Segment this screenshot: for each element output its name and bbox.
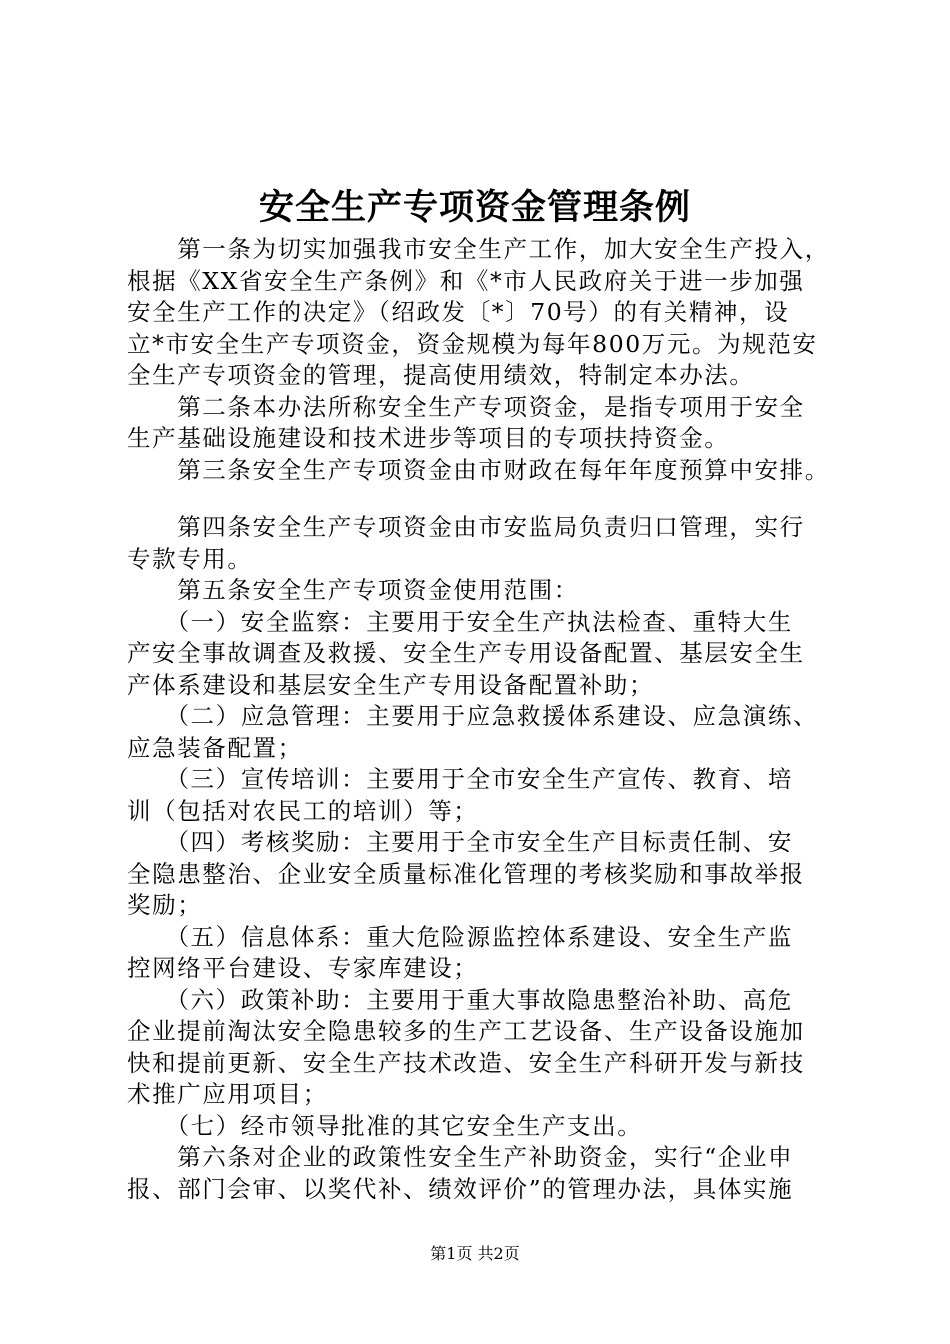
body-line: （三）宣传培训：主要用于全市安全生产宣传、教育、培 (127, 765, 793, 793)
body-line: 第三条安全生产专项资金由市财政在每年年度预算中安排。 (127, 455, 830, 484)
page-number-footer: 第1页 共2页 (430, 1244, 520, 1263)
body-line: 企业提前淘汰安全隐患较多的生产工艺设备、生产设备设施加 (127, 1017, 805, 1045)
body-line: 全隐患整治、企业安全质量标准化管理的考核奖励和事故举报 (127, 859, 805, 888)
body-line: 第六条对企业的政策性安全生产补助资金，实行“企业申 (127, 1143, 794, 1171)
body-line: 产安全事故调查及救援、安全生产专用设备配置、基层安全生 (127, 639, 805, 667)
body-line: 根据《XX省安全生产条例》和《*市人民政府关于进一步加强 (127, 266, 805, 295)
body-line: （六）政策补助：主要用于重大事故隐患整治补助、高危 (127, 985, 793, 1014)
body-line: 生产基础设施建设和技术进步等项目的专项扶持资金。 (127, 424, 730, 452)
body-line: （四）考核奖励：主要用于全市安全生产目标责任制、安 (127, 828, 793, 856)
body-line: （七）经市领导批准的其它安全生产支出。 (127, 1111, 643, 1140)
body-line: 第二条本办法所称安全生产专项资金，是指专项用于安全 (127, 392, 805, 421)
body-line: 全生产专项资金的管理，提高使用绩效，特制定本办法。 (127, 361, 755, 389)
body-line: 第四条安全生产专项资金由市安监局负责归口管理，实行 (127, 513, 805, 541)
body-line: 应急装备配置； (127, 733, 303, 762)
body-line: 快和提前更新、安全生产技术改造、安全生产科研开发与新技 (127, 1048, 805, 1077)
body-line: 立*市安全生产专项资金，资金规模为每年800万元。为规范安 (127, 329, 818, 358)
body-line: （五）信息体系：重大危险源监控体系建设、安全生产监 (127, 922, 793, 951)
document-body (127, 234, 833, 1205)
body-line: 专款专用。 (127, 544, 253, 573)
body-line: （二）应急管理：主要用于应急救援体系建设、应急演练、 (127, 702, 819, 730)
body-line: （一）安全监察：主要用于安全生产执法检查、重特大生 (127, 607, 793, 636)
body-line: 安全生产工作的决定》（绍政发〔*〕70号）的有关精神，设 (127, 298, 790, 326)
body-line: 训（包括对农民工的培训）等； (127, 796, 479, 825)
body-line: 控网络平台建设、专家库建设； (127, 954, 479, 982)
body-line: 奖励； (127, 891, 203, 919)
body-line: 报、部门会审、以奖代补、绩效评价”的管理办法，具体实施 (127, 1174, 794, 1203)
paragraph-gap (127, 486, 833, 512)
body-line: 术推广应用项目； (127, 1080, 328, 1108)
document-title: 安全生产专项资金管理条例 (258, 187, 691, 228)
body-line: 第五条安全生产专项资金使用范围： (127, 576, 579, 604)
body-line: 第一条为切实加强我市安全生产工作，加大安全生产投入， (127, 235, 830, 263)
body-line: 产体系建设和基层安全生产专用设备配置补助； (127, 670, 655, 699)
